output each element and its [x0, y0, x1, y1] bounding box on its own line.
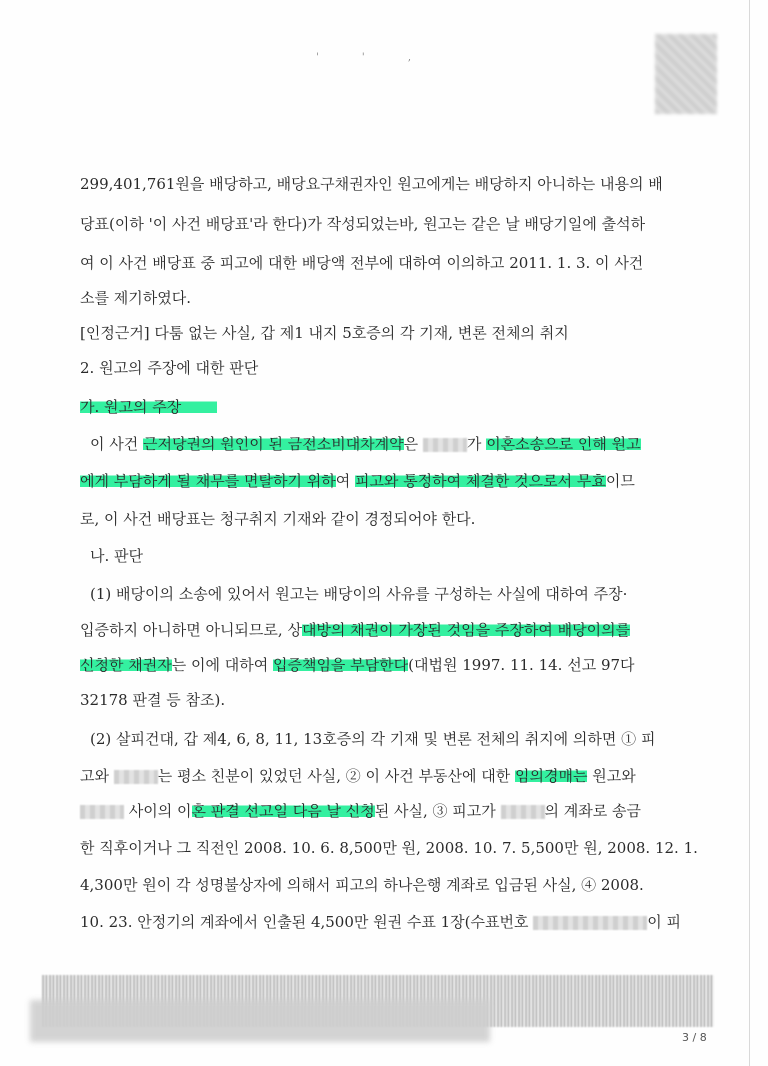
text-line: (2) 살피건대, 갑 제4, 6, 8, 11, 13호증의 각 기재 및 변론 전체의 취지에 의하면 ① 피	[90, 730, 656, 748]
text-line: 32178 판결 등 참조).	[80, 691, 226, 709]
text-line	[80, 620, 630, 640]
text-line: 로, 이 사건 배당표는 청구취지 기재와 같이 경정되어야 한다.	[80, 510, 476, 528]
text-line: [인정근거] 다툼 없는 사실, 갑 제1 내지 5호증의 각 기재, 변론 전체의 취지	[80, 324, 569, 342]
text-line	[80, 912, 681, 932]
text-span: 는 평소 친분이 있었던 사실, ② 이 사건 부동산에 대한	[157, 767, 516, 785]
text-span: 의 계좌로 송금	[544, 802, 641, 820]
text-span: 이 피	[647, 913, 682, 931]
text-line	[80, 766, 636, 786]
text-line: 299,401,761원을 배당하고, 배당요구채권자인 원고에게는 배당하지 아니하는 내용의 배	[80, 175, 663, 193]
redacted-footer-text	[30, 1000, 490, 1042]
text-line: 한 직후이거나 그 직전인 2008. 10. 6. 8,500만 원, 2008. 10. 7. 5,500만 원, 2008. 12. 1.	[80, 839, 698, 857]
text-span: 여	[335, 472, 355, 490]
highlighted-text: 대방의 채권이 가장된 것임을 주장하여 배당이의를	[301, 621, 631, 639]
highlighted-text: 입증책임을 부담한다	[272, 656, 409, 674]
highlighted-text: 가. 원고의 주장	[80, 398, 217, 416]
text-line: 당표(이하 '이 사건 배당표'라 한다)가 작성되었는바, 원고는 같은 날 배당기일에 출석하	[80, 215, 646, 233]
redacted-stamp	[655, 34, 717, 114]
highlighted-text: 신청한 채권자	[80, 656, 172, 674]
highlighted-text: 근저당권의 원인이 된 금전소비대차계약	[143, 435, 404, 453]
text-line	[90, 434, 641, 454]
text-span: 된 사실, ③ 피고가	[374, 802, 501, 820]
redacted-name	[114, 770, 158, 784]
text-span: 은	[403, 435, 423, 453]
text-line	[80, 655, 635, 675]
redacted-name	[501, 805, 545, 819]
text-span: (대법원 1997. 11. 14. 선고 97다	[408, 656, 635, 674]
subsection-heading: 나. 판단	[90, 547, 144, 565]
text-line: 여 이 사건 배당표 중 피고에 대한 배당액 전부에 대하여 이의하고 2011. 1. 3. 이 사건	[80, 254, 644, 272]
text-span: 입증하지 아니하면 아니되므로, 상	[80, 621, 302, 639]
text-span: 원고와	[587, 767, 636, 785]
text-line: (1) 배당이의 소송에 있어서 원고는 배당이의 사유를 구성하는 사실에 대하여 주장·	[90, 585, 628, 603]
text-line	[80, 471, 635, 491]
highlighted-text: 임의경매는	[515, 767, 588, 785]
text-span: 10. 23. 안정기의 계좌에서 인출된 4,500만 원권 수표 1장(수표번호	[80, 913, 534, 931]
highlighted-text: 혼 판결 선고일 다음 날 신청	[191, 802, 375, 820]
page-edge	[749, 0, 750, 1066]
page-number: 3 / 8	[682, 1031, 707, 1044]
text-span: 가	[466, 435, 487, 453]
text-line: 소를 제기하였다.	[80, 289, 191, 307]
highlighted-text: 이혼소송으로 인해 원고	[486, 435, 641, 453]
text-span: 사이의 이	[124, 802, 192, 820]
top-marks: ' ' ,	[316, 52, 432, 63]
text-line: 4,300만 원이 각 성명불상자에 의해서 피고의 하나은행 계좌로 입금된 사실, ④ 2008.	[80, 876, 644, 894]
text-span: 고와	[80, 767, 114, 785]
section-heading: 2. 원고의 주장에 대한 판단	[80, 359, 259, 377]
redacted-name	[423, 438, 467, 452]
redacted-check-number	[533, 916, 647, 930]
text-span: 는 이에 대하여	[171, 656, 273, 674]
text-line	[80, 801, 641, 821]
redacted-name	[80, 805, 124, 819]
text-span: 이 사건	[90, 435, 144, 453]
highlighted-text: 피고와 통정하여 체결한 것으로서 무효	[354, 472, 606, 490]
text-span: 이므	[605, 472, 635, 490]
subsection-heading	[80, 397, 217, 417]
highlighted-text: 에게 부담하게 될 채무를 면탈하기 위하	[80, 472, 336, 490]
